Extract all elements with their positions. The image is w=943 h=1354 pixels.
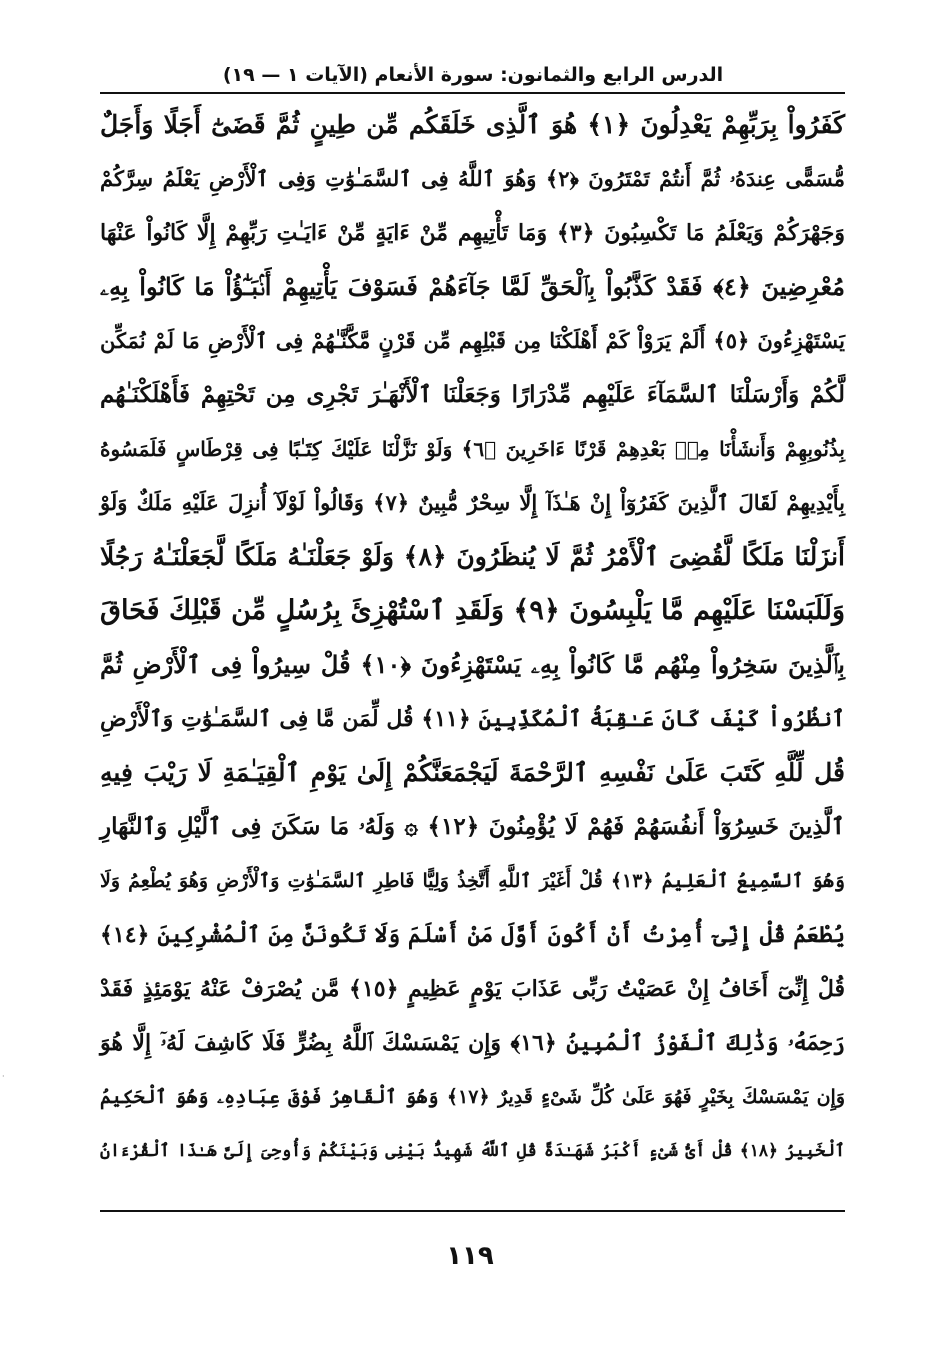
text-line: كَفَرُواْ بِرَبِّهِمْ يَعْدِلُونَ ﴿١﴾ هُوَ ٱلَّذِى خَلَقَكُم مِّن طِينٍ ثُمَّ قَضَىٰٓ أَجَلًا وَأَجَلٌ — [100, 110, 845, 139]
text-line: بِذُنُوبِهِمْ وَأَنشَأْنَا مِنۢ بَعْدِهِمْ قَرْنًا ءَاخَرِينَ ﴿٦﴾ وَلَوْ نَزَّلْنَا عَلَيْكَ كِتَـٰبًا فِى قِرْطَاسٍ فَلَمَسُوهُ — [100, 437, 845, 461]
page-number: ١١٩ — [446, 1241, 494, 1271]
text-line: وَلَلَبَسْنَا عَلَيْهِم مَّا يَلْبِسُونَ ﴿٩﴾ وَلَقَدِ ٱسْتُهْزِئَ بِرُسُلٍ مِّن قَبْلِكَ فَحَاقَ — [100, 595, 846, 626]
text-line: بِأَيْدِيهِمْ لَقَالَ ٱلَّذِينَ كَفَرُوٓاْ إِنْ هَـٰذَآ إِلَّا سِحْرٌ مُّبِينٌ ﴿٧﴾ وَقَالُواْ لَوْلَآ أُنزِلَ عَلَيْهِ مَلَكٌ وَلَوْ — [100, 490, 845, 515]
text-line: يُطْعَمُ قُلْ إِنِّىٓ أُمِرْتُ أَنْ أَكُونَ أَوَّلَ مَنْ أَسْلَمَ وَلَا تَكُونَنَّ مِنَ ٱلْمُشْرِكِينَ ﴿١٤﴾ — [100, 922, 845, 948]
text-line: وَجَهْرَكُمْ وَيَعْلَمُ مَا تَكْسِبُونَ ﴿٣﴾ وَمَا تَأْتِيهِم مِّنْ ءَايَةٍ مِّنْ ءَايَـٰتِ رَبِّهِمْ إِلَّا كَانُواْ عَنْهَا — [100, 220, 845, 246]
quran-text-block — [100, 98, 845, 1198]
text-line: وَإِن يَمْسَسْكَ بِخَيْرٍ فَهُوَ عَلَىٰ كُلِّ شَىْءٍ قَدِيرٌ ﴿١٧﴾ وَهُوَ ٱلْقَاهِرُ فَوْقَ عِبَادِهِۦ وَهُوَ ٱلْحَكِيمُ — [100, 1086, 846, 1108]
text-line: وَهُوَ ٱلسَّمِيعُ ٱلْعَلِيمُ ﴿١٣﴾ قُلْ أَغَيْرَ ٱللَّهِ أَتَّخِذُ وَلِيًّا فَاطِرِ ٱلسَّمَـٰوَٰتِ وَٱلْأَرْضِ وَهُوَ يُطْعِمُ وَلَا — [100, 870, 845, 892]
text-line: مُّسَمًّى عِندَهُۥ ثُمَّ أَنتُمْ تَمْتَرُونَ ﴿٢﴾ وَهُوَ ٱللَّهُ فِى ٱلسَّمَـٰوَٰتِ وَفِى ٱلْأَرْضِ يَعْلَمُ سِرَّكُمْ — [100, 166, 845, 191]
text-line: رَحِمَهُۥ وَذَٰلِكَ ٱلْفَوْزُ ٱلْمُبِينُ ﴿١٦﴾ وَإِن يَمْسَسْكَ ٱللَّهُ بِضُرٍّ فَلَا كَاشِفَ لَهُۥٓ إِلَّا هُوَ — [100, 1030, 845, 1056]
footer-divider — [100, 1210, 845, 1212]
running-header: الدرس الرابع والثمانون: سورة الأنعام (الآيات ١ — ١٩) — [222, 64, 724, 86]
header-divider — [100, 92, 845, 94]
text-line: لَّكُمْ وَأَرْسَلْنَا ٱلسَّمَآءَ عَلَيْهِم مِّدْرَارًا وَجَعَلْنَا ٱلْأَنْهَـٰرَ تَجْرِى مِن تَحْتِهِمْ فَأَهْلَكْنَـٰهُم — [100, 381, 845, 408]
text-line: قُل لِّلَّهِ كَتَبَ عَلَىٰ نَفْسِهِ ٱلرَّحْمَةَ لَيَجْمَعَنَّكُمْ إِلَىٰ يَوْمِ ٱلْقِيَـٰمَةِ لَا رَيْبَ فِيهِ — [100, 758, 845, 787]
text-line: مُعْرِضِينَ ﴿٤﴾ فَقَدْ كَذَّبُواْ بِٱلْحَقِّ لَمَّا جَآءَهُمْ فَسَوْفَ يَأْتِيهِمْ أَنۢبَـٰٓؤُاْ مَا كَانُواْ بِهِۦ — [100, 272, 845, 301]
text-line: قُلْ إِنِّىٓ أَخَافُ إِنْ عَصَيْتُ رَبِّى عَذَابَ يَوْمٍ عَظِيمٍ ﴿١٥﴾ مَّن يُصْرَفْ عَنْهُ يَوْمَئِذٍ فَقَدْ — [100, 976, 846, 1002]
text-line: بِٱلَّذِينَ سَخِرُواْ مِنْهُم مَّا كَانُواْ بِهِۦ يَسْتَهْزِءُونَ ﴿١٠﴾ قُلْ سِيرُواْ فِى ٱلْأَرْضِ ثُمَّ — [100, 650, 845, 679]
scan-speck-mark: · — [2, 1072, 5, 1081]
text-line: يَسْتَهْزِءُونَ ﴿٥﴾ أَلَمْ يَرَوْاْ كَمْ أَهْلَكْنَا مِن قَبْلِهِم مِّن قَرْنٍ مَّكَّنَّـٰهُمْ فِى ٱلْأَرْضِ مَا لَمْ نُمَكِّن — [100, 328, 845, 353]
text-line: ٱلَّذِينَ خَسِرُوٓاْ أَنفُسَهُمْ فَهُمْ لَا يُؤْمِنُونَ ﴿١٢﴾ ۞ وَلَهُۥ مَا سَكَنَ فِى ٱلَّيْلِ وَٱلنَّهَارِ — [100, 813, 845, 840]
text-line: ٱنظُرُواْ كَيْفَ كَانَ عَـٰقِبَةُ ٱلْمُكَذِّبِينَ ﴿١١﴾ قُل لِّمَن مَّا فِى ٱلسَّمَـٰوَٰتِ وَٱلْأَرْضِ — [100, 706, 846, 732]
text-line: ٱلْخَبِيرُ ﴿١٨﴾ قُلْ أَىُّ شَىْءٍ أَكْبَرُ شَهَـٰدَةً قُلِ ٱللَّهُ شَهِيدٌۢ بَيْنِى وَبَيْنَكُمْ وَأُوحِىَ إِلَىَّ هَـٰذَا ٱلْقُرْءَانُ — [100, 1141, 845, 1161]
text-line: أَنزَلْنَا مَلَكًا لَّقُضِىَ ٱلْأَمْرُ ثُمَّ لَا يُنظَرُونَ ﴿٨﴾ وَلَوْ جَعَلْنَـٰهُ مَلَكًا لَّجَعَلْنَـٰهُ رَجُلًا — [100, 542, 845, 571]
